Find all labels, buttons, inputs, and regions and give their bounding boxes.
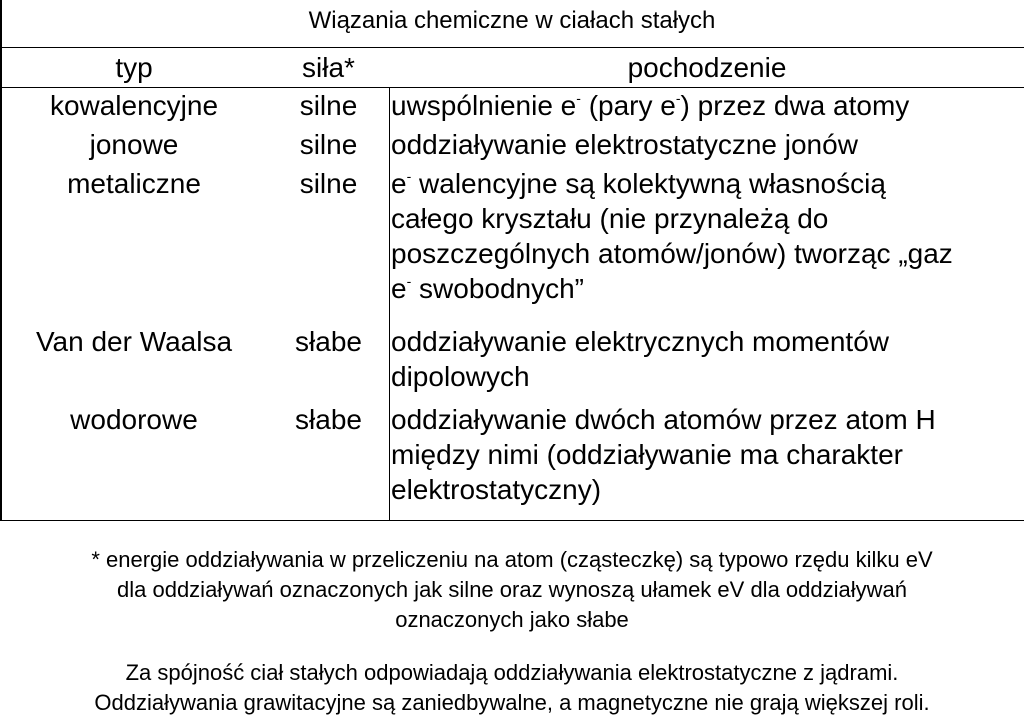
row-strength-jonowe: silne	[299, 129, 358, 160]
summary: Za spójność ciał stałych odpowiadają oddziaływania elektrostatyczne z jądrami. Oddziaływania grawitacyjne są zaniedbywalne, a magnetyczne nie grają większej roli.	[94, 660, 930, 715]
header-strength: siła*	[302, 52, 355, 83]
row-type-metaliczne: metaliczne	[67, 168, 201, 199]
row-type-kowalencyjne: kowalencyjne	[49, 90, 219, 121]
row-origin-kowalencyjne: uwspólnienie e- (pary e-) przez dwa atomy	[391, 90, 910, 121]
page-title: Wiązania chemiczne w ciałach stałych	[308, 7, 716, 34]
header-origin: pochodzenie	[627, 52, 787, 83]
footnote: * energie oddziaływania w przeliczeniu na atom (cząsteczkę) są typowo rzędu kilku eV dla oddziaływań oznaczonych jak silne oraz wynoszą ułamek eV dla oddziaływań oznaczonych jako słabe	[91, 547, 933, 632]
row-origin-wodorowe: oddziaływanie dwóch atomów przez atom H między nimi (oddziaływanie ma charakter elektrostatyczny)	[391, 404, 936, 505]
row-origin-van-der-waalsa: oddziaływanie elektrycznych momentów dipolowych	[391, 326, 889, 392]
row-strength-kowalencyjne: silne	[299, 90, 358, 121]
header-type: typ	[115, 52, 153, 83]
row-type-van-der-waalsa: Van der Waalsa	[35, 326, 233, 357]
table-top-border	[0, 47, 1024, 48]
row-origin-jonowe: oddziaływanie elektrostatyczne jonów	[391, 129, 858, 160]
row-strength-van-der-waalsa: słabe	[295, 326, 362, 357]
table-bottom-border	[0, 520, 1024, 521]
row-type-wodorowe: wodorowe	[70, 404, 198, 435]
row-type-jonowe: jonowe	[89, 129, 179, 160]
row-strength-wodorowe: słabe	[295, 404, 362, 435]
row-origin-metaliczne: e- walencyjne są kolektywną własnością całego kryształu (nie przynależą do poszczególnych atomów/jonów) tworząc „gaz e- swobodnych”	[391, 168, 953, 304]
column-divider	[389, 87, 390, 520]
row-strength-metaliczne: silne	[299, 168, 358, 199]
